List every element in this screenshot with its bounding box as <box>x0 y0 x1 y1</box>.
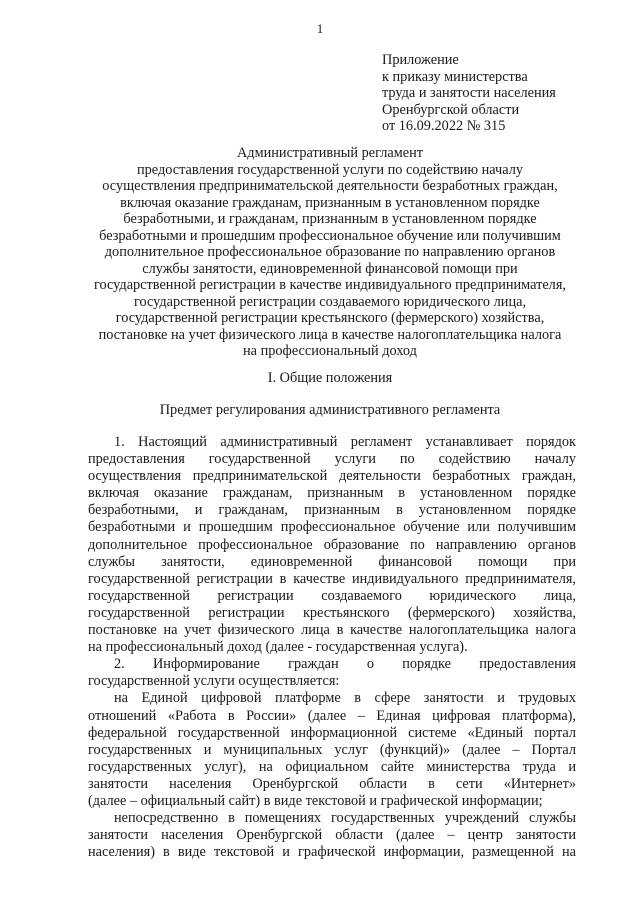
title-line: на профессиональный доход <box>243 343 417 359</box>
text-line: включая оказание гражданам, признанным в установленном порядке <box>88 485 576 502</box>
text-line: занятости населения Оренбургской области в сети «Интернет» <box>88 775 576 792</box>
title-line: предоставления государственной услуги по содействию началу <box>136 161 524 178</box>
paragraph-3 <box>88 690 576 810</box>
text-line: безработными и прошедшим профессиональное обучение или получившим <box>88 519 576 536</box>
text-line: на профессиональный доход (далее - государственная услуга). <box>88 639 468 656</box>
text-line: (далее – официальный сайт) в виде текстовой и графической информации; <box>88 792 543 809</box>
text-line: населения) в виде текстовой и графической информации, размещенной на <box>88 844 576 861</box>
title-line: государственной регистрации создаваемого юридического лица, <box>133 293 527 310</box>
text-line: службы занятости, единовременной финансовой помощи при <box>88 553 576 570</box>
paragraph-4 <box>88 810 576 861</box>
body-text <box>88 434 576 861</box>
text-line: дополнительное профессиональное образование по направлению органов <box>88 536 576 553</box>
appendix-line: к приказу министерства <box>382 68 528 85</box>
text-line: на Единой цифровой платформе в сфере занятости и трудовых <box>114 690 576 707</box>
text-line: федеральной государственной информационной системе «Единый портал <box>88 724 576 741</box>
text-line: государственной регистрации создаваемого юридического лица, <box>88 587 576 604</box>
title-line: Административный регламент <box>236 145 424 161</box>
text-line: занятости населения Оренбургской области (далее – центр занятости <box>88 827 576 844</box>
document-title <box>70 145 590 360</box>
title-line: безработными и прошедшим профессиональное обучение или получившим <box>99 227 561 244</box>
text-line: государственных услуг), на официальном сайте министерства труда и <box>88 758 576 775</box>
paragraph-1 <box>88 434 576 656</box>
title-line: государственной регистрации крестьянского (фермерского) хозяйства, <box>115 310 545 326</box>
appendix-block <box>382 52 556 135</box>
appendix-line: Оренбургской области <box>382 101 520 118</box>
text-line: 1. Настоящий административный регламент устанавливает порядок <box>114 434 576 450</box>
subsection-heading: Предмет регулирования административного регламента <box>159 402 501 418</box>
appendix-line: Приложение <box>382 52 459 68</box>
title-line: включая оказание гражданам, признанным в установленном порядке <box>120 194 540 211</box>
title-line: дополнительное профессиональное образование по направлению органов <box>104 244 556 260</box>
text-line: государственной услуги осуществляется: <box>88 673 340 690</box>
title-line: безработными, и гражданам, признанным в установленном порядке <box>123 211 537 227</box>
appendix-line: труда и занятости населения <box>382 85 556 101</box>
text-line: отношений «Работа в России» (далее – Единая цифровая платформа), <box>88 707 576 724</box>
title-line: постановке на учет физического лица в качестве налогоплательщика налога <box>98 326 562 343</box>
page-number: 1 <box>316 21 324 36</box>
text-line: осуществления предпринимательской деятельности безработных граждан, <box>88 468 576 485</box>
text-line: постановке на учет физического лица в качестве налогоплательщика налога <box>88 622 576 639</box>
title-line: осуществления предпринимательской деятельности безработных граждан, <box>102 178 558 194</box>
text-line: безработными, и гражданам, признанным в установленном порядке <box>88 502 576 519</box>
section-heading: I. Общие положения <box>267 370 393 386</box>
text-line: государственной регистрации в качестве индивидуального предпринимателя, <box>88 570 576 587</box>
title-line: службы занятости, единовременной финансовой помощи при <box>142 260 518 277</box>
text-line: предоставления государственной услуги по содействию началу <box>88 451 576 468</box>
text-line: непосредственно в помещениях государственных учреждений службы <box>114 810 576 827</box>
appendix-line: от 16.09.2022 № 315 <box>382 118 506 134</box>
text-line: государственной регистрации крестьянского (фермерского) хозяйства, <box>88 604 576 621</box>
paragraph-2 <box>88 656 576 690</box>
text-line: государственных и муниципальных услуг (функций)» (далее – Портал <box>88 741 576 758</box>
title-line: государственной регистрации в качестве индивидуального предпринимателя, <box>94 277 566 293</box>
text-line: 2. Информирование граждан о порядке предоставления <box>114 656 576 673</box>
